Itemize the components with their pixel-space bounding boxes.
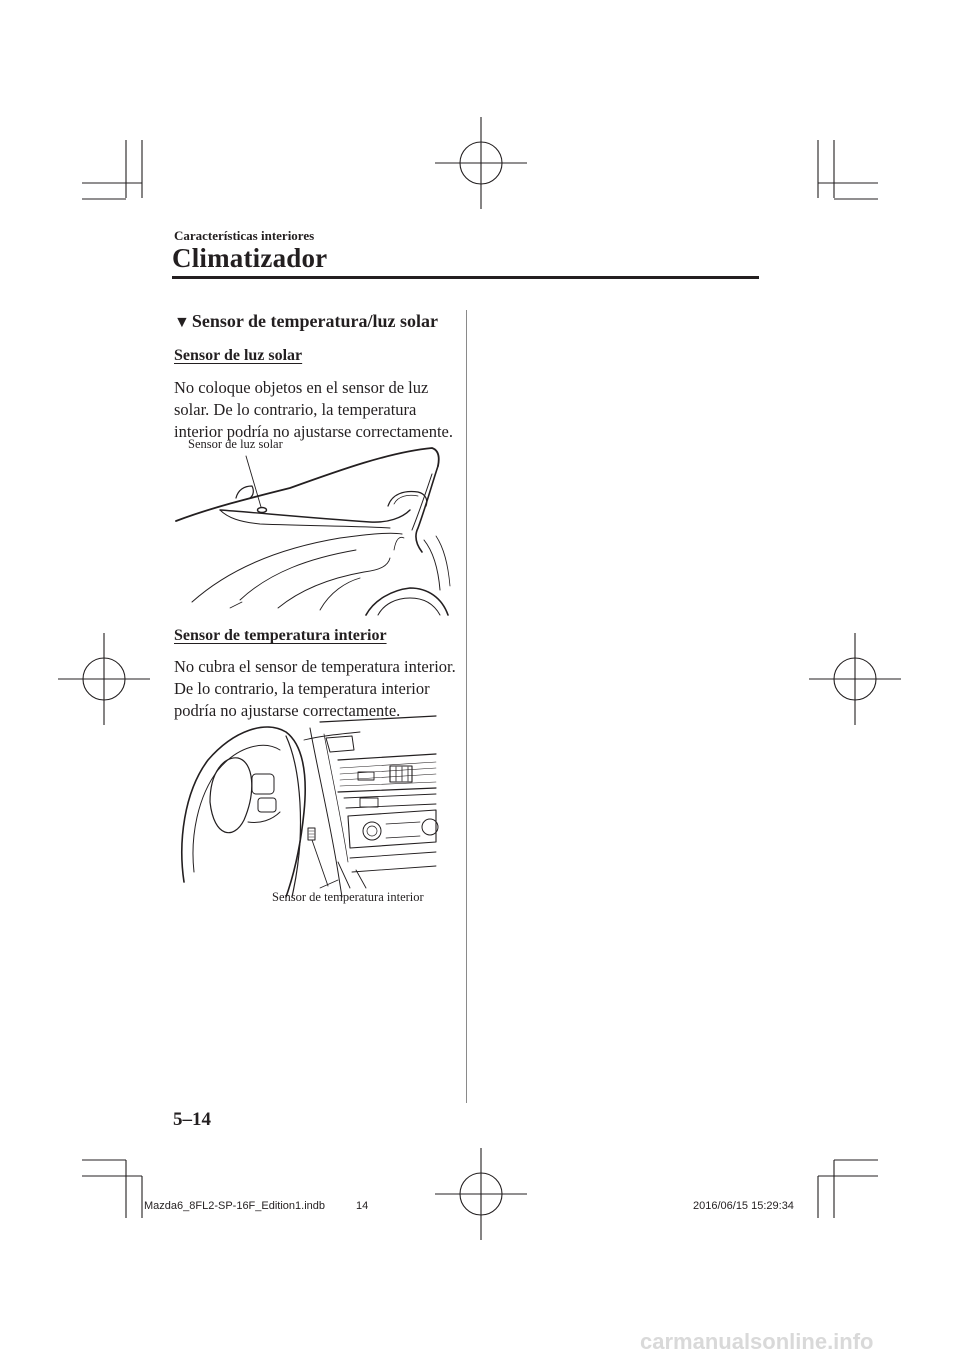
title-rule	[172, 276, 759, 279]
solar-sensor-illustration	[170, 440, 455, 615]
section-label: Características interiores	[174, 228, 315, 243]
interior-sensor-paragraph: No cubra el sensor de temperatura interior. De lo contrario, la temperatura interior podría no ajustarse correctamente.	[174, 657, 456, 720]
interior-sensor-subheading: Sensor de temperatura interior	[174, 627, 387, 644]
footer-file-page: 14	[356, 1200, 369, 1212]
footer-timestamp: 2016/06/15 15:29:34	[693, 1200, 794, 1212]
solar-sensor-paragraph: No coloque objetos en el sensor de luz solar. De lo contrario, la temperatura interior podría no ajustarse correctamente.	[174, 378, 454, 441]
page-number: 5–14	[173, 1109, 211, 1130]
solar-figure-label: Sensor de luz solar	[188, 437, 283, 451]
interior-sensor-illustration	[180, 712, 440, 897]
section-heading	[174, 311, 438, 332]
footer-file-name: Mazda6_8FL2-SP-16F_Edition1.indb	[144, 1200, 326, 1212]
watermark: carmanualsonline.info	[640, 1329, 874, 1354]
section-heading-text: Sensor de temperatura/luz solar	[191, 311, 438, 331]
column-divider	[466, 310, 467, 1103]
page-title: Climatizador	[172, 243, 328, 273]
triangle-marker-icon: ▼	[174, 314, 190, 331]
solar-sensor-subheading: Sensor de luz solar	[174, 347, 303, 364]
interior-figure-label: Sensor de temperatura interior	[272, 890, 424, 904]
